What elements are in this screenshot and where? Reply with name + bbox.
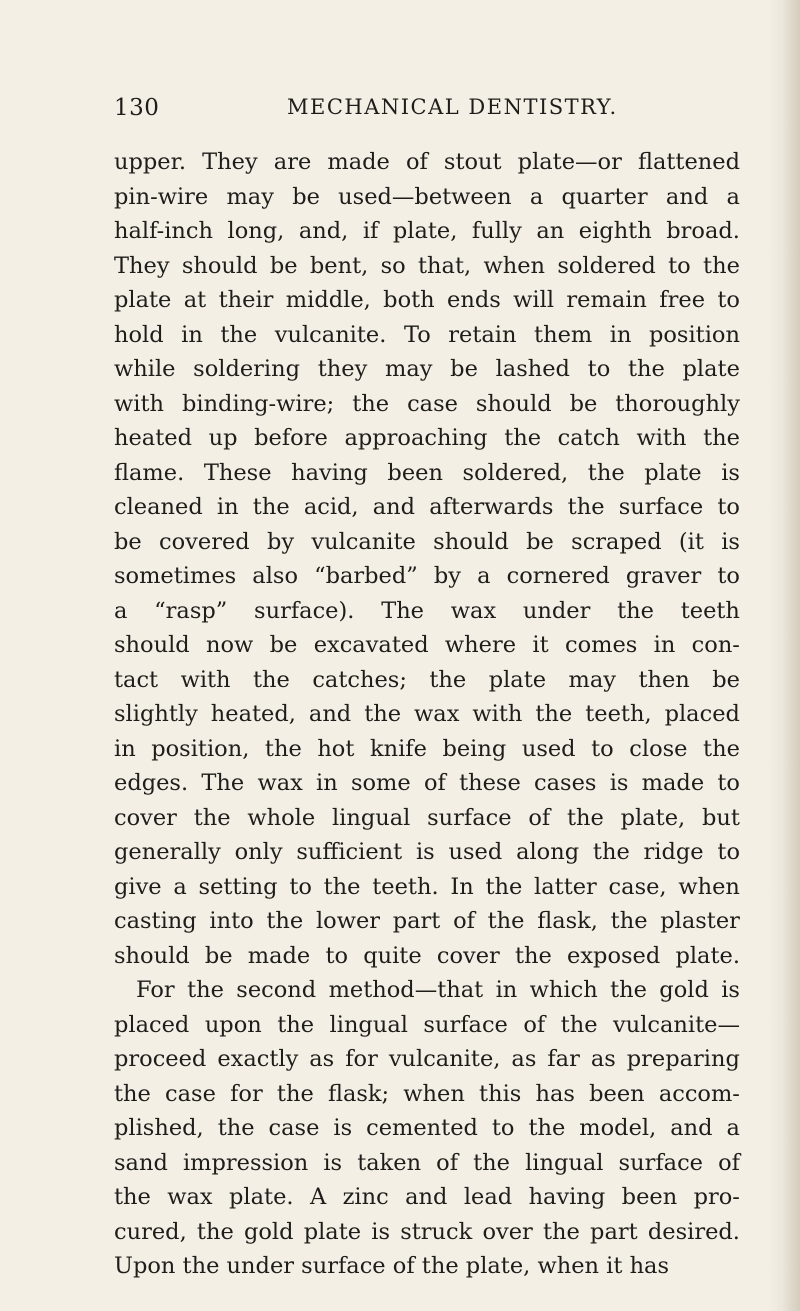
page-edge-shadow (782, 0, 800, 1311)
text-line: a “rasp” surface). The wax under the teeth (114, 597, 740, 624)
text-line: half-inch long, and, if plate, fully an eighth broad. (114, 218, 740, 244)
text-line: slightly heated, and the wax with the teeth, placed (114, 701, 740, 727)
body-text (114, 145, 740, 1284)
text-line: the case for the flask; when this has been accom- (114, 1080, 740, 1107)
text-line: They should be bent, so that, when soldered to the (114, 252, 740, 279)
text-line: should be made to quite cover the exposed plate. (114, 942, 740, 969)
text-line: in position, the hot knife being used to close the (114, 735, 740, 762)
page-header (114, 95, 724, 125)
text-line: should now be excavated where it comes in con- (114, 632, 740, 658)
text-line: placed upon the lingual surface of the vulcanite— (114, 1011, 740, 1038)
page-number: 130 (114, 95, 160, 121)
text-line: upper. They are made of stout plate—or flattened (114, 149, 740, 175)
text-line: cleaned in the acid, and afterwards the surface to (114, 494, 740, 520)
text-line: sometimes also “barbed” by a cornered graver to (114, 563, 740, 589)
text-line: the wax plate. A zinc and lead having been pro- (114, 1184, 740, 1210)
text-line: be covered by vulcanite should be scraped (it is (114, 528, 740, 555)
text-line: hold in the vulcanite. To retain them in position (114, 321, 740, 348)
text-line: proceed exactly as for vulcanite, as far as preparing (114, 1046, 740, 1072)
text-line: tact with the catches; the plate may then be (114, 666, 740, 693)
text-line: while soldering they may be lashed to the plate (114, 356, 740, 382)
text-line: cover the whole lingual surface of the plate, but (114, 804, 740, 831)
text-line: pin-wire may be used—between a quarter and a (114, 183, 740, 210)
text-line: cured, the gold plate is struck over the part desired. (114, 1218, 740, 1245)
text-line: generally only sufficient is used along the ridge to (114, 839, 740, 865)
text-line: heated up before approaching the catch with the (114, 425, 740, 451)
running-head: MECHANICAL DENTISTRY. (287, 95, 618, 119)
text-line: with binding-wire; the case should be thoroughly (114, 390, 740, 417)
text-line: edges. The wax in some of these cases is made to (114, 770, 740, 796)
text-line: For the second method—that in which the gold is (136, 977, 740, 1003)
text-line: casting into the lower part of the flask, the plaster (114, 908, 740, 934)
text-line: plate at their middle, both ends will remain free to (114, 287, 740, 313)
text-line: flame. These having been soldered, the plate is (114, 459, 740, 486)
text-line: give a setting to the teeth. In the latter case, when (114, 873, 740, 900)
text-line: Upon the under surface of the plate, when it has (114, 1253, 670, 1279)
text-line: sand impression is taken of the lingual surface of (114, 1149, 740, 1176)
text-line: plished, the case is cemented to the model, and a (114, 1115, 740, 1141)
